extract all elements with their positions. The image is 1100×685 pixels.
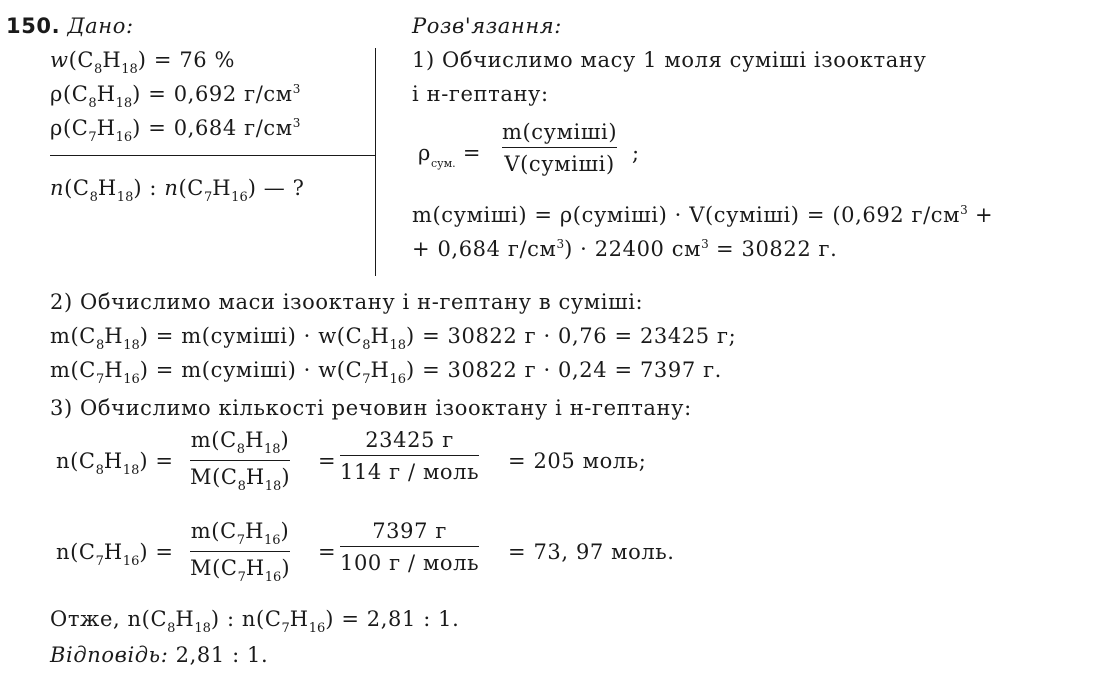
octane-value-fraction: 23425 г 114 г / моль (340, 428, 480, 484)
given-title: Дано: (67, 14, 134, 38)
octane-moles-lhs: $n(C_8H_{18})$ = (56, 449, 174, 478)
density-fraction (502, 120, 617, 176)
step1-text-line1: 1) Обчислимо масу 1 моля суміші ізооктану (412, 48, 927, 72)
fraction-bar (190, 460, 290, 461)
heptane-moles-result: = 73, 97 моль. (508, 540, 675, 564)
mixture-mass-calc-line2: + 0,684 $г/см^3) \cdot 22400$ $см^3 = 30822$ г. (412, 237, 838, 261)
step1-text-line2: і н-гептану: (412, 82, 549, 106)
density-lhs: $\rho_{сум.}$ = (418, 141, 482, 170)
octane-moles-result: = 205 моль; (508, 449, 647, 473)
fraction-bar (340, 455, 479, 456)
step3-text: 3) Обчислимо кількості речовин ізооктану і н-гептану: (50, 396, 692, 420)
given-density-heptane: $\rho(C_7H_{16}) = 0,684$ $г/см^3$ (50, 116, 301, 145)
octane-eq: = (318, 449, 337, 473)
heptane-value-fraction: 7397 г 100 г / моль (340, 519, 480, 575)
fraction-bar (340, 546, 479, 547)
density-numerator: m(суміші) (502, 120, 618, 144)
step2-text: 2) Обчислимо маси ізооктану і н-гептану в суміші: (50, 290, 644, 314)
density-end: ; (632, 141, 640, 165)
density-denominator: V(суміші) (504, 152, 615, 176)
heptane-mass-calc: $m(C_7H_{16})$ = m(суміші) · $w(C_7H_{16}) = 30822$ г · 0,24 = 7397 г. (50, 358, 722, 387)
heptane-eq: = (318, 540, 337, 564)
solution-title: Розв'язання: (412, 14, 562, 38)
problem-header (6, 14, 134, 38)
answer-value: 2,81 : 1. (168, 643, 269, 667)
fraction-bar (502, 147, 617, 148)
conclusion: Отже, $n(C_8H_{18})$ : $n(C_7H_{16}) = 2,81$ : 1. (50, 607, 460, 636)
octane-mass-calc: $m(C_8H_{18})$ = m(суміші) · $w(C_8H_{18}) = 30822$ г · 0,76 = 23425 г; (50, 324, 737, 353)
given-vertical-rule (375, 48, 376, 276)
given-find: $n(C_8H_{18})$ : $n(C_7H_{16})$ — ? (50, 176, 305, 205)
answer (50, 643, 268, 667)
mixture-mass-calc-line1: m(суміші) = ρ(суміші) · V(суміші) = (0,692 $г/см^3$ + (412, 203, 994, 227)
fraction-bar (190, 551, 290, 552)
problem-number: 150. (6, 14, 61, 38)
given-mass-fraction: $w(C_8H_{18}) = 76$ % (50, 48, 236, 77)
answer-label: Відповідь: (50, 643, 169, 667)
heptane-formula-fraction: $m(C_7H_{16})$ $M(C_7H_{16})$ (190, 519, 291, 585)
given-density-octane: $\rho(C_8H_{18}) = 0,692$ $г/см^3$ (50, 82, 301, 111)
given-divider (50, 155, 376, 156)
heptane-moles-lhs: $n(C_7H_{16})$ = (56, 540, 174, 569)
octane-formula-fraction: $m(C_8H_{18})$ $M(C_8H_{18})$ (190, 428, 291, 494)
